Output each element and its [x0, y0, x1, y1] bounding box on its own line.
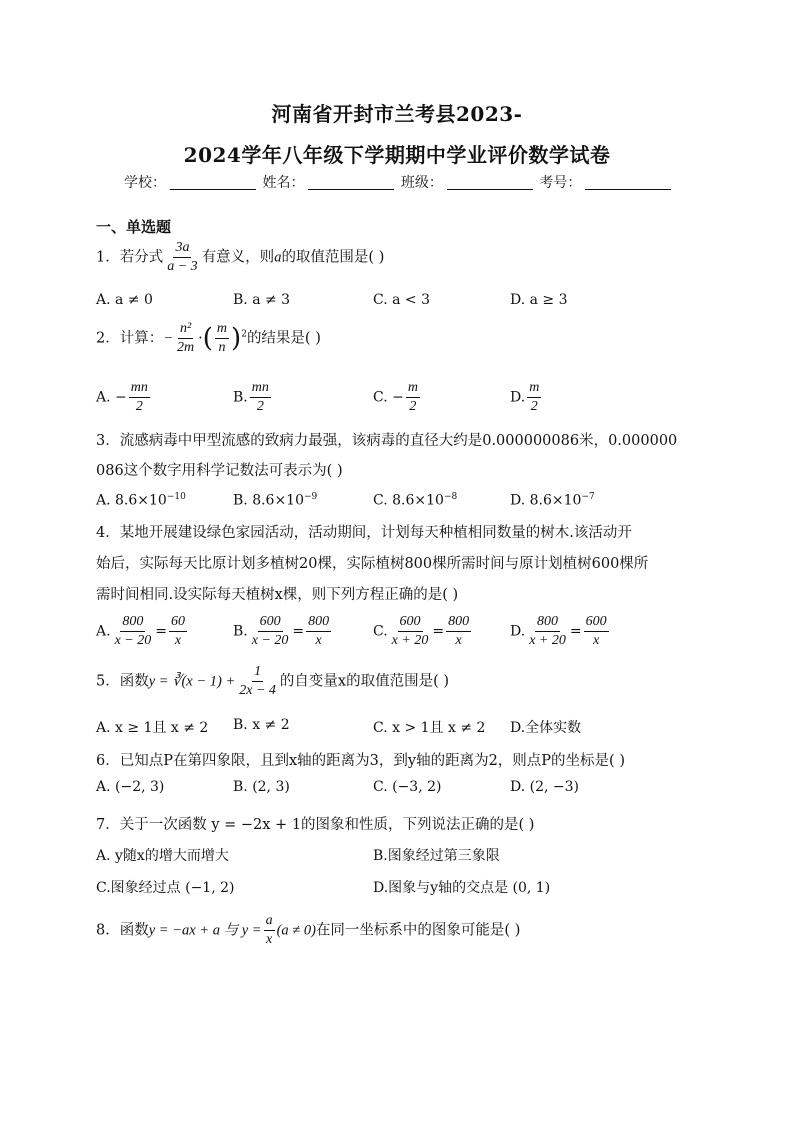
q4-a-rnum: 60: [169, 615, 187, 632]
q4-option-d[interactable]: [510, 615, 611, 648]
q2-c-den: 2: [409, 399, 417, 414]
class-blank[interactable]: [447, 175, 533, 190]
q2-num1: n²: [178, 322, 193, 339]
q2-b-fraction: [250, 381, 271, 414]
question-4-line-3: 需时间相同.设实际每天植树x棵，则下列方程正确的是( ): [96, 587, 459, 603]
question-7: 7．关于一次函数 y = −2x + 1的图象和性质，下列说法正确的是( ): [96, 817, 535, 833]
q5-option-b[interactable]: B. x ≠ 2: [233, 717, 290, 733]
q8-fraction: [264, 914, 275, 947]
q4-a-rden: x: [174, 633, 182, 648]
q1-denominator: a − 3: [167, 259, 198, 274]
q1-numerator: 3a: [173, 241, 191, 258]
q5-option-d[interactable]: D.全体实数: [510, 720, 582, 736]
q2-den1: 2m: [177, 340, 195, 355]
q4-d-lnum: 800: [535, 615, 560, 632]
q3-d-text: D. 8.6×10: [510, 492, 582, 509]
q2-b-num: mn: [250, 381, 271, 398]
q4-a-lnum: 800: [120, 615, 145, 632]
q2-c-num: m: [406, 381, 420, 398]
q4-d-label: D.: [510, 623, 526, 640]
q2-d-label: D.: [510, 389, 526, 406]
q5-option-a[interactable]: A. x ≥ 1且 x ≠ 2: [96, 720, 209, 736]
q4-c-label: C.: [373, 623, 388, 640]
q4-d-eq: =: [569, 623, 582, 640]
q2-right-paren: ): [231, 323, 242, 354]
question-3-line-2: 086这个数字用科学记数法可表示为( ): [96, 463, 343, 479]
q5-prefix: 5．函数: [96, 673, 149, 690]
q1-option-c[interactable]: C. a < 3: [373, 292, 430, 308]
q2-a-num: mn: [129, 381, 150, 398]
question-3-line-1: 3．流感病毒中甲型流感的致病力最强，该病毒的直径大约是0.000000086米，0.000000: [96, 433, 678, 449]
q2-b-den: 2: [256, 399, 264, 414]
q4-d-left: [527, 615, 568, 648]
q5-option-c[interactable]: C. x > 1且 x ≠ 2: [373, 720, 486, 736]
q3-c-text: C. 8.6×10: [373, 492, 444, 509]
q4-a-lden: x − 20: [114, 633, 152, 648]
q8-prefix: 8．函数: [96, 922, 149, 939]
q2-a-label: A. −: [96, 389, 127, 406]
question-6: 6．已知点P在第四象限，且到x轴的距离为3，到y轴的距离为2，则点P的坐标是( ): [96, 753, 625, 769]
q2-option-c[interactable]: [373, 381, 422, 414]
q1-fraction: [165, 241, 199, 274]
q2-a-den: 2: [135, 399, 143, 414]
q2-den2: n: [218, 340, 226, 355]
q5-num: 1: [252, 665, 263, 682]
q4-b-rnum: 800: [306, 615, 331, 632]
q4-option-a[interactable]: [96, 615, 189, 648]
q5-tail: 的自变量x的取值范围是( ): [279, 673, 450, 690]
q4-c-lnum: 600: [398, 615, 423, 632]
q6-option-c[interactable]: C. (−3, 2): [373, 779, 442, 795]
q3-option-c[interactable]: [373, 492, 457, 509]
q2-c-label: C. −: [373, 389, 404, 406]
q2-tail: 的结果是( ): [246, 330, 321, 347]
q8-den: x: [265, 932, 273, 947]
q1-tail: 的取值范围是( ): [281, 249, 385, 266]
title-line-2: 2024学年八年级下学期期中学业评价数学试卷: [183, 143, 611, 167]
q2-option-b[interactable]: [233, 381, 273, 414]
section-heading: 一、单选题: [96, 218, 172, 236]
q4-c-rnum: 800: [446, 615, 471, 632]
q8-num: a: [264, 914, 275, 931]
q1-option-a[interactable]: A. a ≠ 0: [96, 292, 153, 308]
q3-option-a[interactable]: [96, 492, 186, 509]
q3-b-text: B. 8.6×10: [233, 492, 304, 509]
school-label: 学校：: [124, 175, 166, 191]
class-label: 班级：: [400, 175, 443, 191]
question-4-line-1: 4．某地开展建设绿色家园活动，活动期间，计划每天种植相同数量的树木.该活动开: [96, 525, 632, 541]
q6-option-a[interactable]: A. (−2, 3): [96, 779, 165, 795]
q3-b-exp: −9: [304, 492, 318, 502]
q4-b-lden: x − 20: [251, 633, 289, 648]
q2-option-a[interactable]: [96, 381, 152, 414]
q4-d-rden: x: [592, 633, 600, 648]
q4-c-lden: x + 20: [391, 633, 429, 648]
q2-exponent: 2: [241, 329, 247, 340]
q7-option-b[interactable]: B.图象经过第三象限: [373, 848, 500, 864]
q1-variable: a: [274, 249, 282, 266]
q2-d-fraction: [527, 381, 541, 414]
exam-number-blank[interactable]: [585, 175, 671, 190]
q2-left-paren: (: [202, 323, 213, 354]
name-label: 姓名：: [262, 175, 305, 191]
q4-b-rden: x: [315, 633, 322, 648]
q4-b-lnum: 600: [258, 615, 283, 632]
q3-option-b[interactable]: [233, 492, 317, 509]
student-info-row: [124, 172, 673, 192]
q6-option-b[interactable]: B. (2, 3): [233, 779, 290, 795]
q4-d-rnum: 600: [584, 615, 609, 632]
q4-c-left: [390, 615, 431, 648]
q4-b-left: [250, 615, 291, 648]
q7-option-a[interactable]: A. y随x的增大而增大: [96, 848, 229, 864]
question-1: [96, 241, 384, 274]
q2-fraction-1: [175, 322, 196, 355]
q4-c-rden: x: [455, 633, 462, 648]
q4-d-right: [584, 615, 609, 648]
q4-c-eq: =: [432, 623, 445, 640]
q3-a-text: A. 8.6×10: [96, 492, 167, 509]
q4-a-eq: =: [155, 623, 167, 640]
q2-num2: m: [215, 322, 229, 339]
q2-c-fraction: [406, 381, 420, 414]
q5-den: 2x − 4: [239, 683, 276, 698]
question-4-line-2: 始后，实际每天比原计划多植树20棵，实际植树800棵所需时间与原计划植树600棵所: [96, 556, 649, 572]
q2-d-num: m: [527, 381, 541, 398]
q2-fraction-2: [215, 322, 229, 355]
title-line-1: 河南省开封市兰考县2023-: [271, 102, 523, 126]
q3-option-d[interactable]: [510, 492, 595, 509]
q1-option-d[interactable]: D. a ≥ 3: [510, 292, 568, 308]
q3-d-exp: −7: [581, 492, 595, 502]
q4-c-right: [446, 615, 471, 648]
q2-prefix: 2．计算：: [96, 330, 164, 347]
question-2: [96, 322, 321, 355]
q6-option-d[interactable]: D. (2, −3): [510, 779, 579, 795]
q1-prefix: 1．若分式: [96, 249, 164, 266]
q2-option-d[interactable]: [510, 381, 543, 414]
q4-option-c[interactable]: [373, 615, 473, 648]
question-5: [96, 665, 449, 698]
question-8: [96, 914, 520, 947]
name-blank[interactable]: [308, 175, 394, 190]
q3-c-exp: −8: [443, 492, 458, 502]
q7-option-c[interactable]: C.图象经过点 (−1, 2): [96, 880, 235, 896]
q8-tail: 在同一坐标系中的图象可能是( ): [315, 922, 521, 939]
q4-a-label: A.: [96, 623, 111, 640]
q2-minus: −: [163, 330, 174, 347]
exam-number-label: 考号：: [539, 175, 582, 191]
q4-b-right: [306, 615, 331, 648]
q5-lhs: y = ∛(x − 1) +: [148, 673, 236, 690]
q4-option-b[interactable]: [233, 615, 333, 648]
school-blank[interactable]: [170, 175, 256, 190]
q4-b-label: B.: [233, 623, 248, 640]
q2-a-fraction: [129, 381, 150, 414]
q1-option-b[interactable]: B. a ≠ 3: [233, 292, 291, 308]
q8-functions: y = −ax + a 与 y =: [148, 922, 262, 939]
q5-fraction: [237, 665, 278, 698]
q4-a-left: [113, 615, 154, 648]
q8-condition: (a ≠ 0): [276, 922, 316, 939]
q2-b-label: B.: [233, 389, 248, 406]
q7-option-d[interactable]: D.图象与y轴的交点是 (0, 1): [373, 880, 551, 896]
q4-a-right: [169, 615, 187, 648]
q3-a-exp: −10: [166, 492, 186, 502]
q1-text: 有意义，则: [201, 249, 275, 266]
q2-dot: ·: [198, 330, 203, 347]
q4-b-eq: =: [292, 623, 305, 640]
q2-d-den: 2: [530, 399, 538, 414]
q4-d-lden: x + 20: [529, 633, 566, 648]
